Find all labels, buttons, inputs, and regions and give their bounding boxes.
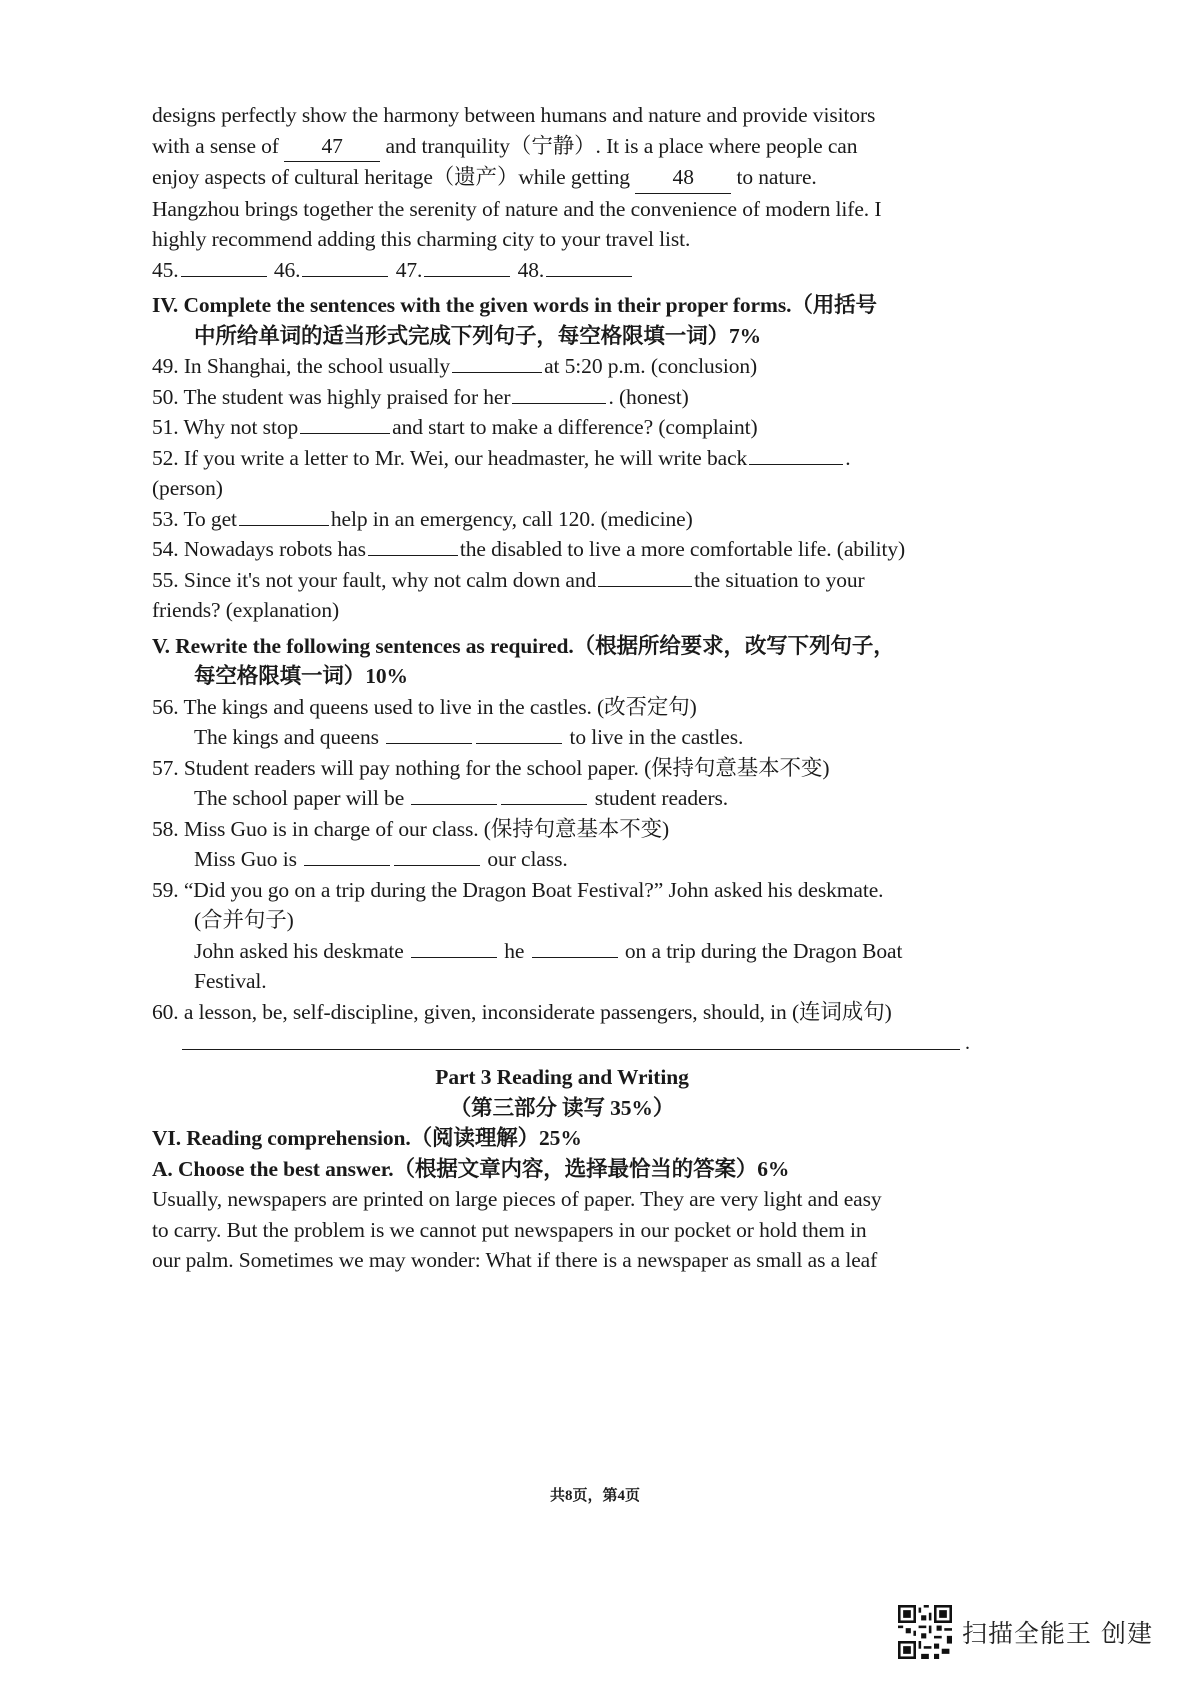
- question-58-answer: Miss Guo is our class.: [194, 847, 568, 871]
- question-59-answer: John asked his deskmate he on a trip during the Dragon Boat: [194, 938, 903, 963]
- question-50: 50. The student was highly praised for her . (honest): [152, 384, 689, 409]
- answer-row: 45. 46. 47. 48.: [152, 255, 972, 286]
- answer-blank[interactable]: [386, 724, 472, 744]
- reading-line: our palm. Sometimes we may wonder: What if there is a newspaper as small as a leaf: [152, 1248, 878, 1272]
- answer-blank[interactable]: [368, 536, 458, 556]
- scanner-watermark: [898, 1606, 1153, 1658]
- blank-48[interactable]: 48: [635, 162, 731, 194]
- question-52-word: (person): [152, 476, 223, 500]
- question-57-answer: The school paper will be student readers.: [194, 786, 729, 810]
- question-58: 58. Miss Guo is in charge of our class. (保持句意基本不变): [152, 816, 670, 841]
- answer-blank[interactable]: [394, 846, 480, 866]
- passage-line: Hangzhou brings together the serenity of nature and the convenience of modern life. I: [152, 196, 882, 221]
- question-59: 59. “Did you go on a trip during the Dragon Boat Festival?” John asked his deskmate.: [152, 877, 884, 902]
- section-heading: IV. Complete the sentences with the given words in their proper forms.（用括号: [152, 293, 877, 317]
- reading-line: Usually, newspapers are printed on large pieces of paper. They are very light and easy: [152, 1187, 882, 1211]
- question-59-note: (合并句子): [194, 908, 294, 932]
- section-heading: 中所给单词的适当形式完成下列句子，每空格限填一词）7%: [194, 323, 762, 348]
- section-heading: 每空格限填一词）10%: [194, 664, 408, 688]
- part-subtitle: （第三部分 读写 35%）: [449, 1095, 675, 1120]
- answer-46-blank[interactable]: [302, 257, 388, 277]
- section-heading: V. Rewrite the following sentences as required.（根据所给要求，改写下列句子，: [152, 633, 895, 658]
- question-57: 57. Student readers will pay nothing for the school paper. (保持句意基本不变): [152, 755, 830, 780]
- answer-blank[interactable]: [452, 353, 542, 373]
- question-56-answer: The kings and queens to live in the castles.: [194, 725, 744, 749]
- blank-47[interactable]: 47: [284, 131, 380, 163]
- passage-line: designs perfectly show the harmony between humans and nature and provide visitors: [152, 103, 876, 127]
- question-52: 52. If you write a letter to Mr. Wei, our headmaster, he will write back .: [152, 445, 851, 470]
- question-59-cont: Festival.: [194, 969, 267, 993]
- answer-blank[interactable]: [239, 506, 329, 526]
- page-number: 共8页，第4页: [549, 1488, 640, 1504]
- question-53: 53. To get help in an emergency, call 120. (medicine): [152, 506, 693, 531]
- answer-blank[interactable]: [512, 384, 606, 404]
- question-51: 51. Why not stop and start to make a difference? (complaint): [152, 415, 758, 439]
- answer-45-blank[interactable]: [181, 257, 267, 277]
- question-49: 49. In Shanghai, the school usually at 5:20 p.m. (conclusion): [152, 354, 758, 378]
- answer-blank[interactable]: [598, 567, 692, 587]
- answer-blank[interactable]: [300, 414, 390, 434]
- answer-blank[interactable]: [304, 846, 390, 866]
- section-heading: VI. Reading comprehension.（阅读理解）25%: [152, 1126, 582, 1150]
- answer-blank[interactable]: [532, 938, 618, 958]
- question-56: 56. The kings and queens used to live in the castles. (改否定句): [152, 694, 697, 719]
- answer-line-60[interactable]: [182, 1027, 970, 1054]
- passage-line: with a sense of 47 and tranquility（宁静）. It is a place where people can: [152, 131, 972, 163]
- answer-blank[interactable]: [749, 445, 843, 465]
- section-heading: A. Choose the best answer.（根据文章内容，选择最恰当的答案）6%: [152, 1156, 790, 1181]
- answer-47-blank[interactable]: [424, 257, 510, 277]
- answer-blank[interactable]: [501, 785, 587, 805]
- question-55: 55. Since it's not your fault, why not calm down and the situation to your: [152, 567, 865, 592]
- part-title: Part 3 Reading and Writing: [435, 1065, 689, 1089]
- question-55-cont: friends? (explanation): [152, 598, 340, 622]
- exam-page: [152, 100, 972, 1276]
- period: .: [965, 1032, 970, 1054]
- qr-code-icon: [898, 1605, 952, 1659]
- answer-blank[interactable]: [476, 724, 562, 744]
- answer-blank[interactable]: [411, 785, 497, 805]
- question-54: 54. Nowadays robots has the disabled to live a more comfortable life. (ability): [152, 537, 906, 561]
- passage-line: enjoy aspects of cultural heritage（遗产）while getting 48 to nature.: [152, 162, 972, 194]
- reading-line: to carry. But the problem is we cannot put newspapers in our pocket or hold them in: [152, 1217, 867, 1242]
- passage-line: highly recommend adding this charming city to your travel list.: [152, 227, 691, 251]
- watermark-text: 扫描全能王 创建: [962, 1619, 1153, 1648]
- answer-48-blank[interactable]: [546, 257, 632, 277]
- answer-blank[interactable]: [411, 938, 497, 958]
- question-60: 60. a lesson, be, self-discipline, given, inconsiderate passengers, should, in (连词成句): [152, 999, 892, 1024]
